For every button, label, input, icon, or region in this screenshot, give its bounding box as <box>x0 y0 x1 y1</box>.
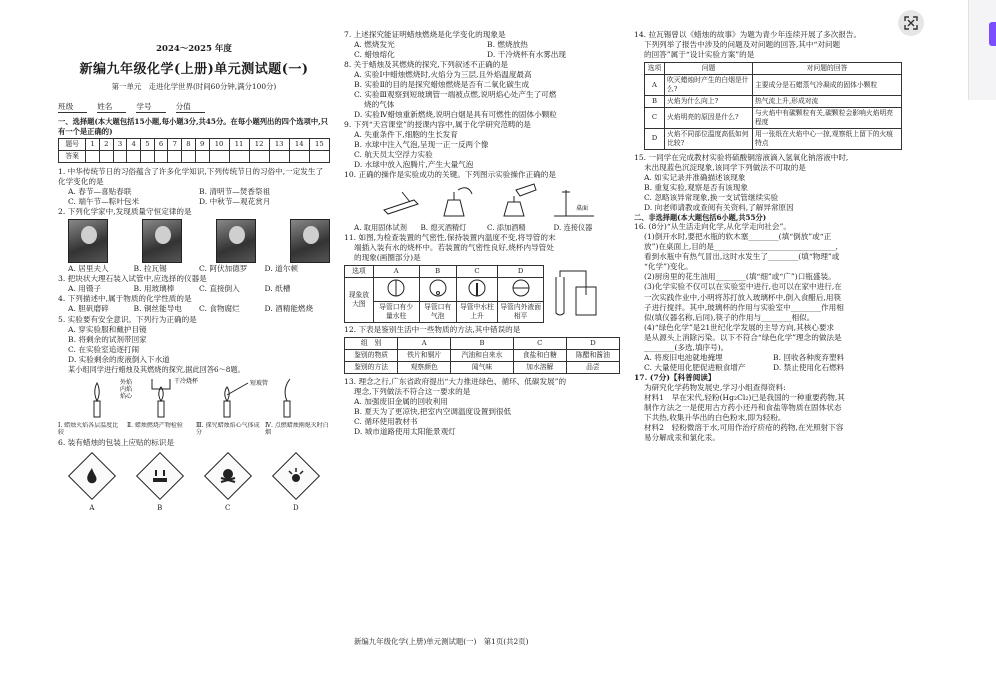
answer-cell[interactable] <box>100 151 114 163</box>
portrait-avogadro <box>216 219 256 263</box>
grid-number: 4 <box>127 139 141 151</box>
answer-cell[interactable] <box>195 151 209 163</box>
page-footer: 新编九年级化学(上册)单元测试题(一) 第1页(共2页) <box>354 637 529 646</box>
explosive-icon <box>286 466 306 486</box>
grid-number: 15 <box>309 139 329 151</box>
grid-answer-label: 答案 <box>59 151 86 163</box>
unit-subtitle: 第一单元 走进化学世界(时间60分钟,满分100分) <box>111 82 277 92</box>
answer-cell[interactable] <box>209 151 229 163</box>
grid-number: 13 <box>269 139 289 151</box>
answer-cell[interactable] <box>182 151 196 163</box>
answer-cell[interactable] <box>269 151 289 163</box>
hazard-sign-b[interactable] <box>136 452 184 500</box>
question-16: 16. (8分)“从生活走向化学,从化学走向社会”。 (1)倒开水时,要把水瓶的软木塞________(填“倒放”或“正 放”)在桌面上,目的是________________________________, 看到水瓶中有热气冒出,这时水发生了________(填“物理”或 “化学”)变化。 (2)厨房里的花生油用________(填“细”或“广”)口瓶盛装。 (3)化学实验不仅可以在实验室中进行,也可以在家中进行,在 一次实践作业中,小明将苏打放入玻璃杯中,倒入食醋后,用筷 子进行搅拌。其中,玻璃杯的作用与实验室中________作用相 似(填仪器名称,后同),筷子的作用与________相似。 (4)“绿色化学”是21世纪化学发展的主导方向,其核心要求 是从源头上消除污染。以下不符合“绿色化学”理念的做法是 ________(多选,填序号)。 A. 将废旧电池就地掩埋 B. 回收各种废弃塑料 C. 大量使用化肥促进粮食增产 D. 禁止使用化石燃料 <box>634 222 845 372</box>
option-c-figure[interactable] <box>456 277 497 301</box>
question-14: 14. 拉瓦锡曾以《蜡烛的故事》为题为青少年连续开展了多次报告。 下列列举了报告中涉及的问题及对问题的回答,其中“对问题 的回答”属于“设计实验方案”的是 选项 问题 对问题的回答 A 吹灭蜡烛时产生的白烟是什么? 主要成分是石蜡蒸气冷凝成的固体小颗粒 B 火焰为什么向上? 热气流上升,形成对流 C 火焰明亮的原因是什么? 与火焰中有碳颗粒有关,碳颗粒会影响火焰明亮程度 D 火焰不同部位温度高低如何比较? 用一张纸在火焰中心一掠,观察纸上留下的火痕特点 <box>634 30 902 150</box>
candle-diagram <box>58 375 330 419</box>
label-inner-flame: 内焰 <box>120 386 133 394</box>
hazard-sign-c[interactable] <box>204 452 252 500</box>
school-year: 2024～2025 年度 <box>156 44 232 54</box>
question-9: 9. 下列“天宫课堂”的授课内容中,属于化学研究范畴的是 A. 失重条件下,细胞的生长发育 B. 水球中注入气泡,呈现一正一反两个像 C. 航天员太空浮力实验 D. 水球中放入泡腾片,产生大量气泡 <box>344 120 531 170</box>
side-panel-edge[interactable] <box>968 0 996 100</box>
grid-number: 7 <box>168 139 182 151</box>
question-13: 13. 理念之行,广东省政府提出“大力推进绿色、循环、低碳发展”的 理念,下列做法不符合这一要求的是 A. 加强废旧金属的回收利用 B. 夏天为了更凉快,把室内空调温度设置到很低 C. 循环使用教材书 D. 城市道路使用太阳能景观灯 <box>344 376 567 436</box>
answer-cell[interactable] <box>168 151 182 163</box>
toxic-icon <box>218 466 238 486</box>
section-1-heading: 一、选择题(本大题包括15小题,每小题3分,共45分。在每小题列出的四个选项中,只有一个是正确的) <box>58 117 328 136</box>
column-middle <box>344 30 620 437</box>
column-left <box>58 30 330 513</box>
grid-number: 12 <box>249 139 269 151</box>
grid-number: 11 <box>229 139 249 151</box>
grid-header: 题号 <box>59 139 86 151</box>
identification-table: 组 别 A B C D 鉴别的物质 铁片和铜片 汽油和自来水 食盐和白糖 陈醋和酱油 鉴别的方法 观察颜色 闻气味 加水溶解 品尝 <box>344 337 620 374</box>
column-right <box>634 30 902 443</box>
grid-number: 6 <box>154 139 168 151</box>
label-short-tube: 短玻管 <box>250 380 269 388</box>
option-d-figure[interactable] <box>498 277 544 301</box>
question-15: 15. 一同学在完成教材实验将硫酸铜溶液滴入氢氧化钠溶液中时, 未出现蓝色沉淀现象,该同学下列做法不可取的是 A. 如实记录并准确描述该现象 B. 重复实验,观察是否有该现象 C. 忽略该异常现象,换一支试管继续实验 D. 向老师请教或查阅有关资料,了解异常原因 <box>634 152 849 212</box>
portrait-dalton <box>290 219 330 263</box>
question-2: 2. 下列化学家中,发现质量守恒定律的是 A. 居里夫人 B. 拉瓦锡 C. 阿伏加德罗 D. 道尔顿 <box>58 207 330 274</box>
side-tab-handle[interactable] <box>989 22 996 46</box>
option-a-figure[interactable] <box>373 277 419 301</box>
question-1: 1. 中华传统节日的习俗蕴含了许多化学知识,下列传统节日的习俗中,一定发生了化学变化的是 A. 春节—喜贴春联 B. 清明节—焚香祭祖 C. 端午节—粽叶包米 D. 中秋节—观花赏月 <box>58 167 324 207</box>
hazard-sign-d[interactable] <box>272 452 320 500</box>
caption-exp-2: Ⅱ. 蜡烛燃烧产物检验 <box>127 422 183 430</box>
airtightness-table: 选项 A B C D 现象放大图 导管口有少量水柱 导管口有气泡 导管中水柱上升 导管内外液面相平 <box>344 265 544 323</box>
portrait-lavoisier <box>142 219 182 263</box>
section-2-heading: 二、非选择题(本大题包括6小题,共55分) <box>634 212 767 222</box>
question-17: 17. (7分)【科普阅读】 为研究化学药物发展史,学习小组查得资料: 材料1 早在宋代,轻粉(Hg₂Cl₂)已是我国的一种重要药物,其 制作方法之一是使用古方药小还丹和食盐等物质在固体状态 下共热,收集升华出的白色粉末,即为轻粉。 材料2 轻粉微溶于水,可用作治疗疥疮的药物,在光照射下容 易分解成汞和氯化汞。 <box>634 372 845 442</box>
grid-number: 9 <box>195 139 209 151</box>
caption-exp-1: Ⅰ. 蜡烛火焰各层温度比较 <box>58 422 119 437</box>
answer-cell[interactable] <box>229 151 249 163</box>
id-field[interactable]: 学号 <box>136 102 165 113</box>
answer-cell[interactable] <box>127 151 141 163</box>
grid-number: 2 <box>100 139 114 151</box>
candle-note: 某小组同学进行蜡烛及其燃烧的探究,据此回答6～8题。 <box>68 364 245 374</box>
candle-experiments-figure <box>58 375 330 437</box>
answer-cell[interactable] <box>86 151 100 163</box>
answer-cell[interactable] <box>309 151 329 163</box>
option-b-figure[interactable] <box>419 277 456 301</box>
grid-number: 14 <box>289 139 309 151</box>
lab-operations-figure <box>344 180 620 220</box>
candle-story-table: 选项 问题 对问题的回答 A 吹灭蜡烛时产生的白烟是什么? 主要成分是石蜡蒸气冷凝成的固体小颗粒 B 火焰为什么向上? 热气流上升,形成对流 C 火焰明亮的原因是什么? 与火焰中有碳颗粒有关,碳颗粒会影响火焰明亮程度 D 火焰不同部位温度高低如何比较? 用一张纸在火焰中心一掠,观察纸上留下的火痕特点 <box>644 62 902 150</box>
label-dry-beaker: 干冷烧杯 <box>174 378 199 386</box>
caption-exp-3: Ⅲ. 探究蜡烛焰心气体成分 <box>196 422 260 437</box>
portrait-curie <box>68 219 108 263</box>
label-desk: 桌面 <box>576 205 589 213</box>
question-10: 10. 正确的操作是实验成功的关键。下列图示实验操作正确的是 桌面 A. 取用固体试剂 B. 熄灭酒精灯 C. 添加酒精 D. 连接仪器 <box>344 170 620 233</box>
grid-number: 5 <box>141 139 155 151</box>
zoom-button[interactable] <box>898 10 924 36</box>
name-field[interactable]: 姓名 <box>97 102 126 113</box>
label-outer-flame: 外焰 <box>120 379 133 387</box>
question-8: 8. 关于蜡烛及其燃烧的探究,下列叙述不正确的是 A. 实验Ⅰ中蜡烛燃烧时,火焰分为三层,且外焰温度最高 B. 实验Ⅱ的目的是探究蜡烛燃烧是否有二氧化碳生成 C. 实验Ⅲ观察到短玻璃管一端被点燃,说明焰心处产生了可燃 烧的气体 D. 实验Ⅳ蜡烛重新燃烧,说明白烟是具有可燃性的固体小颗粒 <box>344 60 557 120</box>
label-flame-core: 焰心 <box>120 393 133 401</box>
hazard-sign-a[interactable] <box>68 452 116 500</box>
grid-number: 10 <box>209 139 229 151</box>
question-3: 3. 把块状大理石装入试管中,应选择的仪器是 A. 用镊子 B. 用玻璃棒 C. 直接倒入 D. 纸槽 <box>58 274 291 294</box>
caption-exp-4: Ⅳ. 点燃蜡烛刚熄灭时白烟 <box>265 422 329 437</box>
page-title: 新编九年级化学(上册)单元测试题(一) <box>79 62 309 78</box>
answer-cell[interactable] <box>113 151 127 163</box>
class-field[interactable]: 班级 <box>58 102 87 113</box>
answer-cell[interactable] <box>154 151 168 163</box>
answer-cell[interactable] <box>249 151 269 163</box>
grid-number: 1 <box>86 139 100 151</box>
question-4: 4. 下列描述中,属于物质的化学性质的是 A. 胆矾磨碎 B. 铜丝能导电 C. 食物腐烂 D. 酒精能燃烧 <box>58 294 314 314</box>
corrosive-icon <box>150 466 170 486</box>
score-field[interactable]: 分值 <box>176 102 205 113</box>
grid-number: 8 <box>182 139 196 151</box>
answer-cell[interactable] <box>141 151 155 163</box>
question-5: 5. 实验要有安全意识。下列行为正确的是 A. 穿实验服和戴护目镜 B. 将剩余的试剂带回家 C. 在实验室追逐打闹 D. 实验剩余的废液倒入下水道 <box>58 314 197 364</box>
question-11: 11. 如图,为检查装置的气密性,保持装置内温度不变,将导管的末 端插入装有水的烧杯中。若装置的气密性良好,烧杯内导管处 的现象(画圈部分)是 选项 A B C D 现象放大图 导管口有少量水柱 导管口有气泡 导管中水柱上升 导管内外液面相平 <box>344 233 620 323</box>
grid-number: 3 <box>113 139 127 151</box>
answer-cell[interactable] <box>289 151 309 163</box>
flame-icon <box>82 466 102 486</box>
apparatus-diagram <box>550 269 600 319</box>
question-6: 6. 装有蜡烛的包装上应贴的标识是 A B C D <box>58 438 330 513</box>
scientist-portraits <box>58 219 330 263</box>
fullscreen-icon <box>904 16 918 30</box>
question-7: 7. 上述探究能证明蜡烛燃烧是化学变化的现象是 A. 燃烧发光 B. 燃烧放热 C. 蜡烛熔化 D. 干冷烧杯有水雾出现 <box>344 30 566 60</box>
answer-grid <box>58 138 330 163</box>
student-info <box>58 102 330 113</box>
question-12: 12. 下表是鉴别生活中一些物质的方法,其中错误的是 组 别 A B C D 鉴别的物质 铁片和铜片 汽油和自来水 食盐和白糖 陈醋和酱油 鉴别的方法 观察颜色 闻气味 加水溶解 品尝 <box>344 325 620 374</box>
